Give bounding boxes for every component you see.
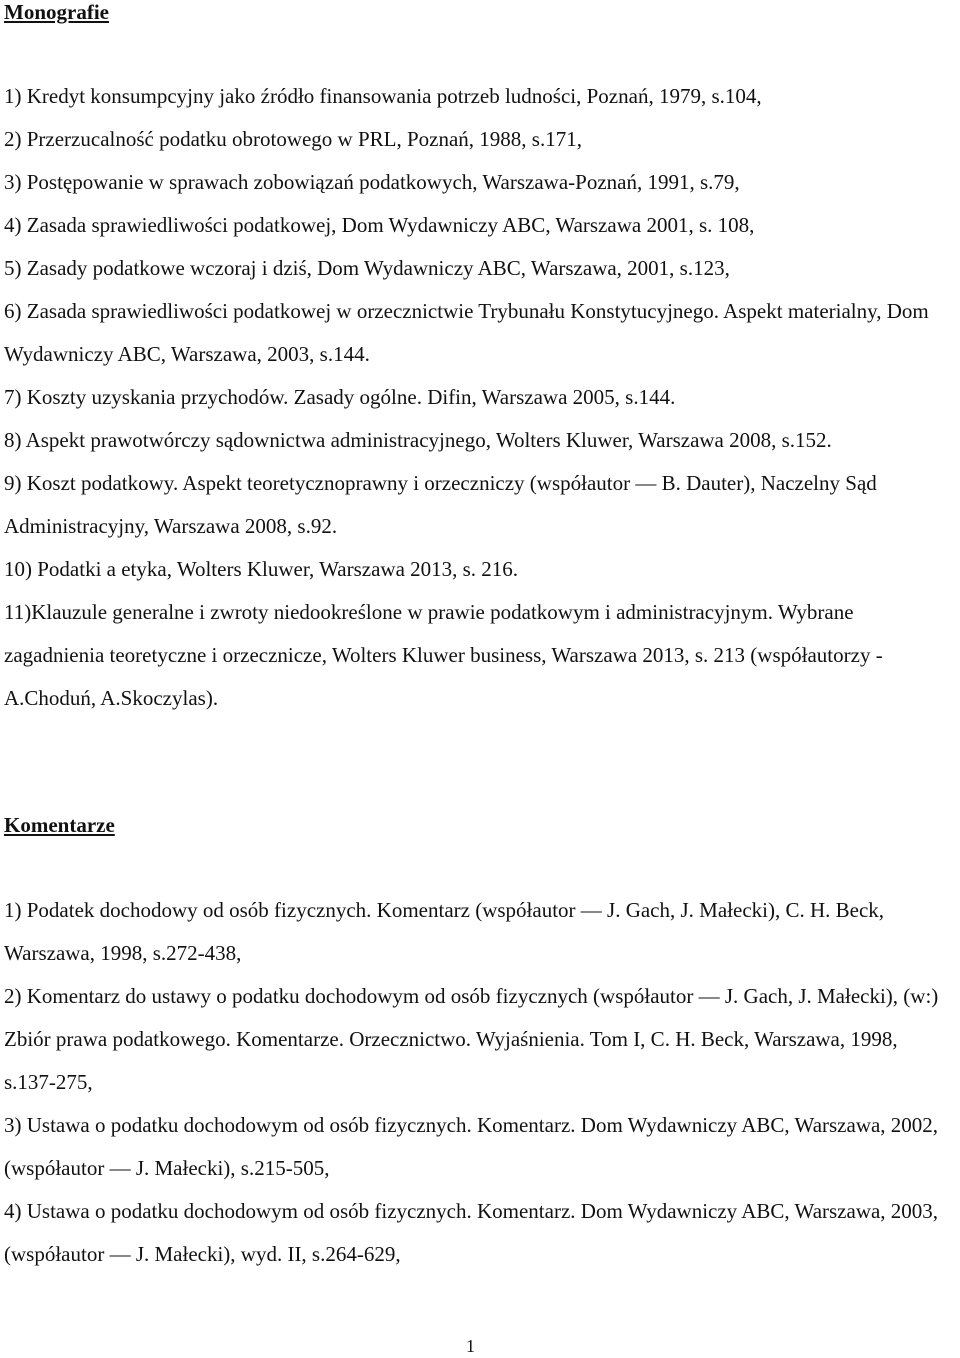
list-item: 2) Przerzucalność podatku obrotowego w PRL, Poznań, 1988, s.171, <box>4 127 582 151</box>
document-page <box>4 0 940 1358</box>
list-item: 6) Zasada sprawiedliwości podatkowej w orzecznictwie Trybunału Konstytucyjnego. Aspekt materialny, Dom Wydawniczy ABC, Warszawa, 2003, s.144. <box>4 299 929 366</box>
monografie-list <box>4 75 940 720</box>
list-item: 10) Podatki a etyka, Wolters Kluwer, Warszawa 2013, s. 216. <box>4 557 519 581</box>
section-heading-komentarze: Komentarze <box>4 813 115 837</box>
list-item: 4) Ustawa o podatku dochodowym od osób fizycznych. Komentarz. Dom Wydawniczy ABC, Warszawa, 2003, (współautor — J. Małecki), wyd. II, s.264-629, <box>4 1199 939 1266</box>
list-item: 5) Zasady podatkowe wczoraj i dziś, Dom Wydawniczy ABC, Warszawa, 2001, s.123, <box>4 256 730 280</box>
list-item: 8) Aspekt prawotwórczy sądownictwa administracyjnego, Wolters Kluwer, Warszawa 2008, s.152. <box>4 428 832 452</box>
list-item: 9) Koszt podatkowy. Aspekt teoretycznoprawny i orzeczniczy (współautor — B. Dauter), Naczelny Sąd Administracyjny, Warszawa 2008, s.92. <box>4 471 877 538</box>
list-item: 7) Koszty uzyskania przychodów. Zasady ogólne. Difin, Warszawa 2005, s.144. <box>4 385 676 409</box>
komentarze-list <box>4 889 940 1276</box>
list-item: 3) Postępowanie w sprawach zobowiązań podatkowych, Warszawa-Poznań, 1991, s.79, <box>4 170 740 194</box>
section-heading-monografie: Monografie <box>4 0 109 24</box>
list-item: 1) Kredyt konsumpcyjny jako źródło finansowania potrzeb ludności, Poznań, 1979, s.104, <box>4 84 762 108</box>
list-item: 1) Podatek dochodowy od osób fizycznych. Komentarz (współautor — J. Gach, J. Małecki), C. H. Beck, Warszawa, 1998, s.272-438, <box>4 898 885 965</box>
list-item: 2) Komentarz do ustawy o podatku dochodowym od osób fizycznych (współautor — J. Gach, J. Małecki), (w:) Zbiór prawa podatkowego. Komentarze. Orzecznictwo. Wyjaśnienia. Tom I, C. H. Beck, Warszawa, 1998, s.137-275, <box>4 984 939 1094</box>
list-item: 4) Zasada sprawiedliwości podatkowej, Dom Wydawniczy ABC, Warszawa 2001, s. 108, <box>4 213 755 237</box>
list-item: 11)Klauzule generalne i zwroty niedookreślone w prawie podatkowym i administracyjnym. Wybrane zagadnienia teoretyczne i orzecznicze, Wolters Kluwer business, Warszawa 2013, s. 213 (współautorzy - A.Choduń, A.Skoczylas). <box>4 600 883 710</box>
page-number: 1 <box>466 1336 475 1356</box>
list-item: 3) Ustawa o podatku dochodowym od osób fizycznych. Komentarz. Dom Wydawniczy ABC, Warszawa, 2002, (współautor — J. Małecki), s.215-505, <box>4 1113 939 1180</box>
